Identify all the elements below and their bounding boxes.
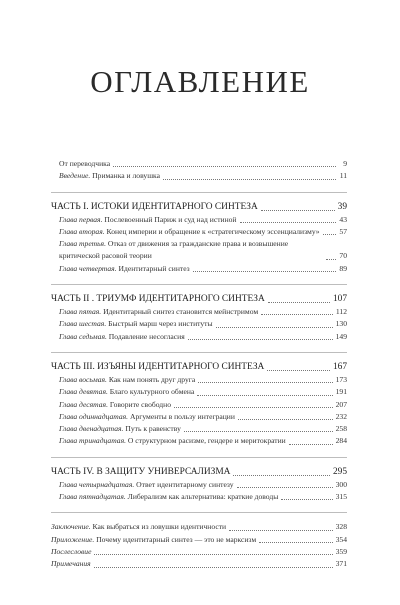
page-number: 70 <box>339 251 347 261</box>
dot-leader <box>197 394 332 396</box>
entry-label: Заключение. <box>51 522 91 532</box>
entry-text: Ответ идентитарному синтезу <box>134 479 234 489</box>
section-divider <box>51 512 347 513</box>
toc-entry[interactable] <box>51 534 347 546</box>
entry-label: Глава вторая. <box>59 226 105 236</box>
dot-leader <box>94 566 333 568</box>
entry-label: Глава седьмая. <box>59 331 107 341</box>
entry-label: Примечания <box>51 559 91 569</box>
part-section <box>51 201 347 275</box>
chapter-entry[interactable] <box>51 214 347 226</box>
entry-title <box>59 226 320 238</box>
part-title: ЧАСТЬ I. ИСТОКИ ИДЕНТИТАРНОГО СИНТЕЗА <box>51 201 258 212</box>
entry-title <box>51 521 226 533</box>
entry-title <box>59 214 237 226</box>
part-heading[interactable] <box>51 361 347 374</box>
entry-text: Конец империи и обращение к «стратегическому эссенциализму» <box>104 226 320 236</box>
entry-title <box>59 399 171 411</box>
dot-leader <box>326 258 336 260</box>
dot-leader <box>113 165 336 167</box>
entry-text: Либерализм как альтернатива: краткие доводы <box>125 492 279 502</box>
entry-label: Глава пятнадцатая. <box>59 492 126 502</box>
toc-entry[interactable] <box>51 170 347 182</box>
chapter-entry[interactable] <box>51 411 347 423</box>
part-section <box>51 466 347 504</box>
entry-label: Глава девятая. <box>59 387 108 397</box>
toc-entry[interactable] <box>51 158 347 170</box>
dot-leader <box>259 541 332 543</box>
entry-title <box>59 374 195 386</box>
toc-entry[interactable] <box>51 521 347 533</box>
page-number: 354 <box>335 534 347 544</box>
entry-title <box>59 411 235 423</box>
page-number: 300 <box>335 479 347 489</box>
page-number: 107 <box>332 294 347 305</box>
entry-text: Идентитарный синтез <box>116 263 190 273</box>
part-heading[interactable] <box>51 293 347 306</box>
dot-leader <box>193 270 336 272</box>
dot-leader <box>163 178 336 180</box>
page-number: 315 <box>335 492 347 502</box>
page-number: 328 <box>335 522 347 532</box>
entry-label: Глава шестая. <box>59 319 107 329</box>
outro-section <box>51 521 347 570</box>
entry-label: Глава тринадцатая. <box>59 436 127 446</box>
chapter-entry[interactable] <box>51 263 347 275</box>
dot-leader <box>267 369 330 371</box>
chapter-entry[interactable] <box>51 435 347 447</box>
part-title: ЧАСТЬ IV. В ЗАЩИТУ УНИВЕРСАЛИЗМА <box>51 466 231 477</box>
entry-label: Глава двенадцатая. <box>59 424 124 434</box>
chapter-entry[interactable] <box>51 306 347 318</box>
page-number: 43 <box>339 214 347 224</box>
entry-label: Приложение. <box>51 534 95 544</box>
entry-title <box>59 435 286 447</box>
entry-label: Глава пятая. <box>59 307 102 317</box>
entry-label: Глава десятая. <box>59 399 108 409</box>
chapter-entry[interactable] <box>51 399 347 411</box>
dot-leader <box>94 553 332 555</box>
page-number: 57 <box>339 226 347 236</box>
section-divider <box>51 457 347 458</box>
page-number: 167 <box>332 361 347 372</box>
entry-title <box>51 546 91 558</box>
entry-label: Глава одиннадцатая. <box>59 411 129 421</box>
page-number: 191 <box>335 387 347 397</box>
part-section <box>51 293 347 343</box>
page-title: ОГЛАВЛЕНИЕ <box>90 64 310 99</box>
dot-leader <box>240 221 337 223</box>
page-number: 112 <box>335 307 347 317</box>
page-number: 130 <box>335 319 347 329</box>
part-heading[interactable] <box>51 466 347 479</box>
dot-leader <box>323 233 336 235</box>
chapter-entry[interactable] <box>51 479 347 491</box>
dot-leader <box>261 313 333 315</box>
entry-title <box>59 386 194 398</box>
entry-text: Подавление несогласия <box>106 331 185 341</box>
entry-title <box>59 331 185 343</box>
entry-label: Введение. <box>59 171 91 181</box>
entry-title <box>59 479 234 491</box>
table-of-contents <box>51 158 347 571</box>
page-number: 9 <box>343 159 347 168</box>
section-divider <box>51 284 347 285</box>
part-heading[interactable] <box>51 201 347 214</box>
entry-title <box>59 170 160 182</box>
entry-title <box>59 306 258 318</box>
page-number: 89 <box>339 263 347 273</box>
page-number: 232 <box>335 411 347 421</box>
toc-entry[interactable] <box>51 546 347 558</box>
part-title: ЧАСТЬ II . ТРИУМФ ИДЕНТИТАРНОГО СИНТЕЗА <box>51 294 265 305</box>
chapter-entry[interactable] <box>51 331 347 343</box>
entry-label: Глава третья. <box>59 239 106 249</box>
entry-text: Как выбраться из ловушки идентичности <box>90 522 227 532</box>
entry-label: Послесловие <box>51 546 92 556</box>
entry-text: Послевоенный Париж и суд над истиной <box>102 214 237 224</box>
dot-leader <box>268 301 330 303</box>
page-number: 359 <box>335 546 347 556</box>
dot-leader <box>281 498 332 500</box>
dot-leader <box>198 381 332 383</box>
entry-label: Глава первая. <box>59 214 103 224</box>
entry-text: Говорите свободно <box>107 399 172 409</box>
chapter-entry[interactable] <box>51 318 347 330</box>
entry-text: Идентитарный синтез становится мейнстримом <box>101 307 259 317</box>
entry-text: Приманка и ловушка <box>90 171 161 181</box>
entry-text: Отказ от движения за гражданские права и возвышение критической расовой теории <box>59 239 289 261</box>
page-number: 284 <box>335 436 347 446</box>
entry-text: От переводчика <box>59 159 111 168</box>
dot-leader <box>229 529 333 531</box>
page-number: 207 <box>335 399 347 409</box>
dot-leader <box>238 418 333 420</box>
entry-title <box>59 423 181 435</box>
entry-title <box>59 158 110 170</box>
page-number: 149 <box>335 331 347 341</box>
entry-label: Глава восьмая. <box>59 374 107 384</box>
dot-leader <box>233 474 329 476</box>
page-number: 258 <box>335 424 347 434</box>
entry-title <box>51 558 91 570</box>
entry-title <box>59 318 213 330</box>
chapter-entry[interactable] <box>51 423 347 435</box>
entry-title <box>51 534 256 546</box>
intro-section <box>51 158 347 183</box>
entry-text: О структурном расизме, гендере и меритократии <box>126 436 286 446</box>
toc-entry[interactable] <box>51 558 347 570</box>
chapter-entry[interactable] <box>51 386 347 398</box>
section-divider <box>51 352 347 353</box>
entry-text: Благо культурного обмена <box>107 387 195 397</box>
entry-title <box>59 491 278 503</box>
part-section <box>51 361 347 448</box>
entry-text: Быстрый марш через институты <box>106 319 213 329</box>
entry-text: Почему идентитарный синтез — это не марксизм <box>94 534 257 544</box>
chapter-entry[interactable] <box>51 491 347 503</box>
dot-leader <box>261 209 335 211</box>
entry-title <box>59 263 190 275</box>
page-number: 39 <box>337 201 347 212</box>
entry-text: Путь к равенству <box>123 424 181 434</box>
section-divider <box>51 192 347 193</box>
dot-leader <box>184 430 333 432</box>
chapter-entry[interactable] <box>51 238 347 263</box>
entry-label: Глава четвертая. <box>59 263 117 273</box>
dot-leader <box>174 406 333 408</box>
entry-label: Глава четырнадцатая. <box>59 479 135 489</box>
page-number: 173 <box>335 374 347 384</box>
dot-leader <box>289 443 333 445</box>
page-number: 371 <box>335 559 347 569</box>
page-number: 295 <box>332 466 347 477</box>
dot-leader <box>188 338 333 340</box>
page-number: 11 <box>339 171 347 181</box>
part-title: ЧАСТЬ III. ИЗЪЯНЫ ИДЕНТИТАРНОГО СИНТЕЗА <box>51 361 265 372</box>
chapter-entry[interactable] <box>51 226 347 238</box>
entry-text: Аргументы в пользу интеграции <box>128 411 235 421</box>
dot-leader <box>237 486 333 488</box>
chapter-entry[interactable] <box>51 374 347 386</box>
dot-leader <box>216 326 333 328</box>
entry-text: Как нам понять друг друга <box>106 374 196 384</box>
entry-title <box>59 238 323 263</box>
